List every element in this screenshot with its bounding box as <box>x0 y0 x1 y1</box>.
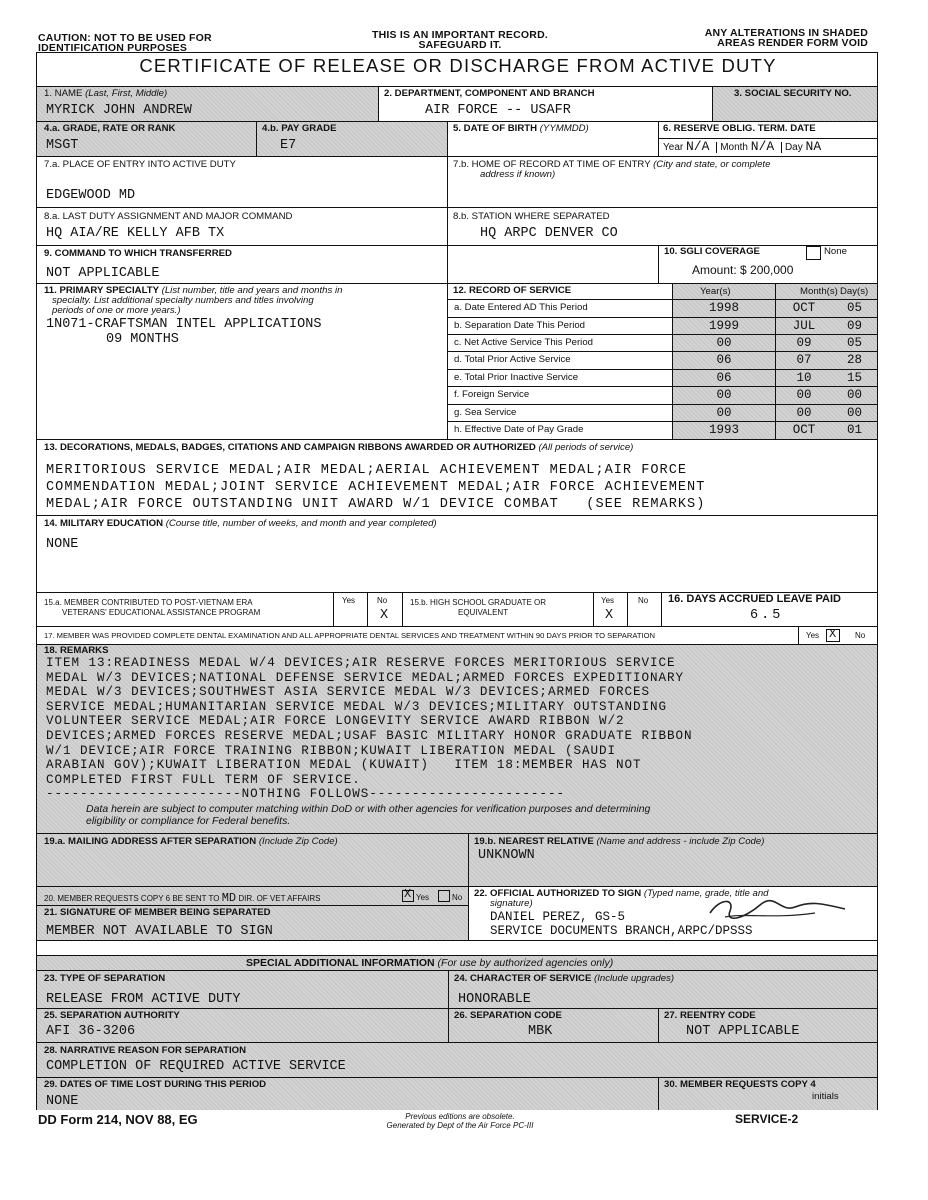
reserve-term-values: Year N/A Month N/A Day NA <box>663 139 822 154</box>
home-of-record-hint: address if known) <box>480 169 556 180</box>
time-lost-label: 29. DATES OF TIME LOST DURING THIS PERIOD <box>44 1079 267 1090</box>
member-signature-label: 21. SIGNATURE OF MEMBER BEING SEPARATED <box>44 907 271 918</box>
official-label: 22. OFFICIAL AUTHORIZED TO SIGN (Typed name, grade, title and <box>474 888 769 899</box>
specialty-value-1: 1N071-CRAFTSMAN INTEL APPLICATIONS <box>46 317 322 332</box>
col-days: Day(s) <box>840 286 869 297</box>
service-row-month: JUL <box>792 319 816 333</box>
separation-authority-value: AFI 36-3206 <box>46 1024 136 1039</box>
specialty-hint-2: specialty. List additional specialty numbers and titles involving <box>52 295 314 306</box>
dental-yes: Yes <box>806 631 820 640</box>
col-months: Month(s) <box>800 286 838 297</box>
decorations-text: MERITORIOUS SERVICE MEDAL;AIR MEDAL;AERIAL ACHIEVEMENT MEDAL;AIR FORCE COMMENDATION MEDAL;JOINT SERVICE ACHIEVEMENT MEDAL;AIR FORCE ACHIEVEMENT MEDAL;AIR FORCE OUTSTANDING UNIT AWARD W/1 DEVICE COMBAT (SEE REMARKS) <box>46 463 706 512</box>
separation-type-value: RELEASE FROM ACTIVE DUTY <box>46 992 241 1007</box>
dental-label: 17. MEMBER WAS PROVIDED COMPLETE DENTAL EXAMINATION AND ALL APPROPRIATE DENTAL SERVICES AND TREATMENT WITHIN 90 DAYS PRIOR TO SEPARATION <box>44 631 655 640</box>
reentry-code-value: NOT APPLICABLE <box>686 1024 800 1039</box>
hs-grad-yes: Yes <box>601 596 615 605</box>
col-years: Year(s) <box>700 286 731 297</box>
alteration-notice: ANY ALTERATIONS IN SHADED AREAS RENDER FORM VOID <box>704 27 868 49</box>
entry-place-value: EDGEWOOD MD <box>46 188 136 203</box>
specialty-hint-3: periods of one or more years.) <box>52 305 181 316</box>
home-of-record-label: 7.b. HOME OF RECORD AT TIME OF ENTRY (City and state, or complete <box>453 159 771 170</box>
dental-no: No <box>855 631 866 640</box>
service-row-year: 06 <box>716 353 732 367</box>
service-row-label: d. Total Prior Active Service <box>454 354 571 365</box>
service-row-label: f. Foreign Service <box>454 389 530 400</box>
service-row-month: 00 <box>796 388 812 402</box>
sgli-label: 10. SGLI COVERAGE <box>664 246 760 257</box>
mailing-address-label: 19.a. MAILING ADDRESS AFTER SEPARATION (Include Zip Code) <box>44 836 338 847</box>
veap-no: No <box>377 596 388 605</box>
data-matching-note: Data herein are subject to computer matching within DoD or with other agencies for verification purposes and determining <box>86 803 651 815</box>
hs-grad-label: 15.b. HIGH SCHOOL GRADUATE OR EQUIVALENT <box>410 598 547 617</box>
service-row-year: 00 <box>716 336 732 350</box>
separation-code-value: MBK <box>528 1024 553 1039</box>
sgli-none-box <box>806 246 821 260</box>
service-row-month: 10 <box>796 371 812 385</box>
service-row-label: a. Date Entered AD This Period <box>454 302 588 313</box>
caution-notice: CAUTION: NOT TO BE USED FOR IDENTIFICATION PURPOSES <box>38 32 212 54</box>
service-record-label: 12. RECORD OF SERVICE <box>453 285 572 296</box>
separation-authority-label: 25. SEPARATION AUTHORITY <box>44 1010 180 1021</box>
narrative-value: COMPLETION OF REQUIRED ACTIVE SERVICE <box>46 1059 346 1074</box>
service-row-label: b. Separation Date This Period <box>454 320 586 331</box>
member-signature-value: MEMBER NOT AVAILABLE TO SIGN <box>46 924 273 939</box>
last-duty-value: HQ AIA/RE KELLY AFB TX <box>46 226 225 241</box>
service-row-year: 1993 <box>708 423 739 437</box>
dental-mark: X <box>829 627 837 641</box>
narrative-label: 28. NARRATIVE REASON FOR SEPARATION <box>44 1045 247 1056</box>
service-row-day: 09 <box>846 319 862 333</box>
entry-place-label: 7.a. PLACE OF ENTRY INTO ACTIVE DUTY <box>44 159 236 170</box>
copy6-no-box <box>438 890 450 902</box>
service-row-year: 00 <box>716 406 732 420</box>
grade-value: MSGT <box>46 138 79 153</box>
department-label: 2. DEPARTMENT, COMPONENT AND BRANCH <box>384 88 595 99</box>
pay-grade-value: E7 <box>280 138 297 153</box>
education-label: 14. MILITARY EDUCATION (Course title, number of weeks, and month and year completed) <box>44 518 437 529</box>
last-duty-label: 8.a. LAST DUTY ASSIGNMENT AND MAJOR COMMAND <box>44 211 293 222</box>
official-name: DANIEL PEREZ, GS-5 <box>490 910 626 924</box>
service-row-day: 05 <box>846 301 862 315</box>
reentry-code-label: 27. REENTRY CODE <box>664 1010 756 1021</box>
dob-label: 5. DATE OF BIRTH (YYMMDD) <box>453 123 589 134</box>
leave-value: 6.5 <box>750 608 784 623</box>
data-matching-note-2: eligibility or compliance for Federal benefits. <box>86 815 291 827</box>
service-row-day: 05 <box>846 336 862 350</box>
service-row-month: OCT <box>792 423 816 437</box>
reserve-term-label: 6. RESERVE OBLIG. TERM. DATE <box>663 123 816 134</box>
decorations-label: 13. DECORATIONS, MEDALS, BADGES, CITATIONS AND CAMPAIGN RIBBONS AWARDED OR AUTHORIZED (All periods of service) <box>44 442 634 453</box>
nearest-relative-value: UNKNOWN <box>478 848 535 863</box>
name-label: 1. NAME (Last, First, Middle) <box>44 88 168 99</box>
remarks-label: 18. REMARKS <box>44 645 109 656</box>
service-row-year: 00 <box>716 388 732 402</box>
station-label: 8.b. STATION WHERE SEPARATED <box>453 211 610 222</box>
service-row-day: 28 <box>846 353 862 367</box>
service-row-month: OCT <box>792 301 816 315</box>
official-hint: signature) <box>490 898 533 909</box>
ssn-label: 3. SOCIAL SECURITY NO. <box>734 88 852 99</box>
service-row-label: g. Sea Service <box>454 407 517 418</box>
hs-grad-no: No <box>638 596 649 605</box>
service-row-month: 07 <box>796 353 812 367</box>
service-row-day: 00 <box>846 388 862 402</box>
character-value: HONORABLE <box>458 992 531 1007</box>
veap-yes: Yes <box>342 596 356 605</box>
service-row-year: 06 <box>716 371 732 385</box>
name-value: MYRICK JOHN ANDREW <box>46 103 192 118</box>
sgli-amount: Amount: $ 200,000 <box>692 263 794 277</box>
station-value: HQ ARPC DENVER CO <box>480 226 618 241</box>
service-row-label: e. Total Prior Inactive Service <box>454 372 579 383</box>
veap-label: 15.a. MEMBER CONTRIBUTED TO POST-VIETNAM ERA VETERANS' EDUCATIONAL ASSISTANCE PROGRAM <box>44 598 261 617</box>
copy4-initials: initials <box>812 1091 839 1102</box>
department-value: AIR FORCE -- USAFR <box>425 103 571 118</box>
hs-grad-mark: X <box>605 608 614 623</box>
grade-label: 4.a. GRADE, RATE OR RANK <box>44 123 176 134</box>
education-value: NONE <box>46 537 79 552</box>
important-notice: THIS IS AN IMPORTANT RECORD. SAFEGUARD IT. <box>372 29 548 51</box>
command-value: NOT APPLICABLE <box>46 266 160 281</box>
form-title: CERTIFICATE OF RELEASE OR DISCHARGE FROM ACTIVE DUTY <box>139 55 777 76</box>
veap-mark: X <box>380 608 389 623</box>
service-row-year: 1999 <box>708 319 739 333</box>
service-row-month: 00 <box>796 406 812 420</box>
service-row-label: h. Effective Date of Pay Grade <box>454 424 584 435</box>
generated-by-note: Generated by Dept of the Air Force PC-III <box>386 1121 534 1130</box>
specialty-value-2: 09 MONTHS <box>106 332 179 347</box>
copy6-mark: X <box>404 887 412 901</box>
service-row-label: c. Net Active Service This Period <box>454 337 593 348</box>
character-label: 24. CHARACTER OF SERVICE (Include upgrades) <box>454 973 675 984</box>
copy4-label: 30. MEMBER REQUESTS COPY 4 <box>664 1079 816 1090</box>
remarks-text: ITEM 13:READINESS MEDAL W/4 DEVICES;AIR RESERVE FORCES MERITORIOUS SERVICE MEDAL W/3 DEVICES;NATIONAL DEFENSE SERVICE MEDAL;ARMED FORCES EXPEDITIONARY MEDAL W/3 DEVICES;SOUTHWEST ASIA SERVICE MEDAL W/3 DEVICES;ARMED FORCES SERVICE MEDAL;HUMANITARIAN SERVICE MEDAL W/3 DEVICES;MILITARY OUTSTANDING VOLUNTEER SERVICE MEDAL;AIR FORCE LONGEVITY SERVICE AWARD RIBBON W/2 DEVICES;ARMED FORCES RESERVE MEDAL;USAF BASIC MILITARY HONOR GRADUATE RIBBON W/1 DEVICE;AIR FORCE TRAINING RIBBON;KUWAIT LIBERATION MEDAL (SAUDI ARABIAN GOV);KUWAIT LIBERATION MEDAL (KUWAIT) ITEM 18:MEMBER HAS NOT COMPLETED FIRST FULL TERM OF SERVICE. -----------------------NOTHING FOLLOWS----------------------- <box>46 656 693 802</box>
pay-grade-label: 4.b. PAY GRADE <box>262 123 337 134</box>
official-signature-icon <box>705 893 855 923</box>
time-lost-value: NONE <box>46 1094 79 1109</box>
separation-type-label: 23. TYPE OF SEPARATION <box>44 973 166 984</box>
service-row-day: 01 <box>846 423 862 437</box>
service-row-day: 00 <box>846 406 862 420</box>
official-office: SERVICE DOCUMENTS BRANCH,ARPC/DPSSS <box>490 924 753 938</box>
special-info-header: SPECIAL ADDITIONAL INFORMATION (For use by authorized agencies only) <box>246 957 614 969</box>
command-label: 9. COMMAND TO WHICH TRANSFERRED <box>44 248 232 259</box>
nearest-relative-label: 19.b. NEAREST RELATIVE (Name and address - include Zip Code) <box>474 836 765 847</box>
leave-label: 16. DAYS ACCRUED LEAVE PAID <box>668 593 841 605</box>
specialty-label: 11. PRIMARY SPECIALTY (List number, title and years and months in <box>44 285 343 296</box>
service-row-month: 09 <box>796 336 812 350</box>
copy-number: SERVICE-2 <box>735 1112 799 1126</box>
sgli-none-label: None <box>824 246 847 257</box>
service-row-year: 1998 <box>708 301 739 315</box>
separation-code-label: 26. SEPARATION CODE <box>454 1010 562 1021</box>
service-row-day: 15 <box>846 371 862 385</box>
copy6-yes: Yes <box>416 893 430 902</box>
form-number: DD Form 214, NOV 88, EG <box>38 1112 198 1127</box>
copy6-label: 20. MEMBER REQUESTS COPY 6 BE SENT TO MD DIR. OF VET AFFAIRS <box>44 891 321 905</box>
copy6-no: No <box>452 893 463 902</box>
previous-editions-note: Previous editions are obsolete. <box>405 1112 515 1121</box>
